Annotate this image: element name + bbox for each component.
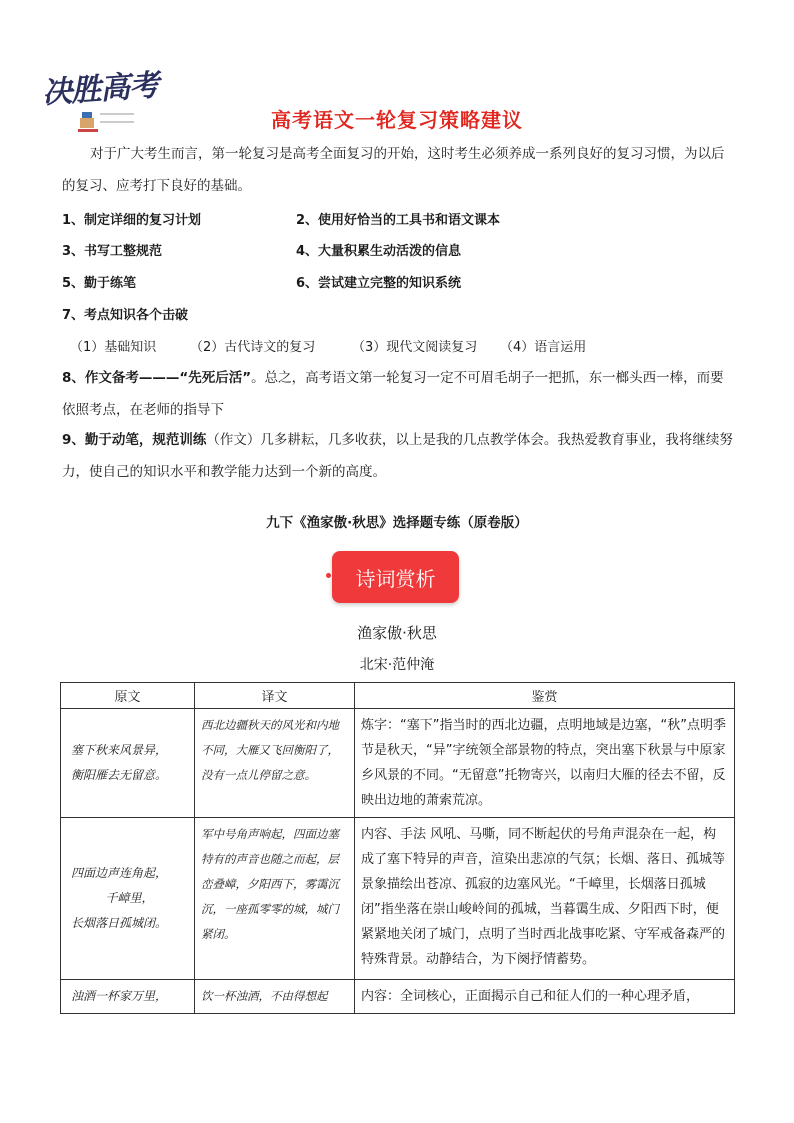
cell-translation: 军中号角声响起，四面边塞特有的声音也随之而起，层峦叠嶂，夕阳西下，雾霭沉沉，一座孤零零的城，城门紧闭。 — [195, 818, 355, 980]
tip-9-label: 9、勤于动笔，规范训练 — [62, 432, 207, 448]
tip-8-quote: “先死后活” — [179, 370, 252, 386]
tip-8 — [62, 362, 734, 426]
cell-translation: 饮一杯浊酒，不由得想起 — [195, 980, 355, 1014]
tip-4: 4、大量积累生动活泼的信息 — [296, 244, 462, 259]
tip-7: 7、考点知识各个击破 — [62, 308, 189, 323]
poem-author: 北宋·范仲淹 — [359, 657, 435, 673]
logo-text: 决胜高考 — [41, 67, 160, 111]
table-row — [61, 709, 735, 818]
table-row — [61, 980, 735, 1014]
cell-appreciation: 内容：全词核心，正面揭示自己和征人们的一种心理矛盾， — [355, 980, 735, 1014]
sub-item-1: （1）基础知识 — [70, 340, 157, 355]
cell-translation: 西北边疆秋天的风光和内地不同，大雁又飞回衡阳了，没有一点儿停留之意。 — [195, 709, 355, 818]
tip-5: 5、勤于练笔 — [62, 276, 137, 291]
cell-appreciation: 炼字：“塞下”指当时的西北边疆，点明地域是边塞，“秋”点明季节是秋天，“异”字统领全部景物的特点，突出塞下秋景与中原家乡风景的不同。“无留意”托物寄兴，以南归大雁的径去不留，反映出边地的萧索荒凉。 — [355, 709, 735, 818]
page-title: 高考语文一轮复习策略建议 — [271, 108, 523, 132]
tip-3: 3、书写工整规范 — [62, 244, 163, 259]
section-title: 九下《渔家傲·秋思》选择题专练（原卷版） — [266, 515, 528, 531]
header-appreciation: 鉴赏 — [355, 683, 735, 709]
cell-original: 四面边声连角起， 千嶂里， 长烟落日孤城闭。 — [61, 818, 195, 980]
poem-title: 渔家傲·秋思 — [357, 624, 437, 642]
tip-2: 2、使用好恰当的工具书和语文课本 — [296, 213, 501, 228]
section-badge: 诗词赏析 — [332, 551, 459, 603]
sub-item-4: （4）语言运用 — [500, 340, 587, 355]
tip-9 — [62, 424, 734, 488]
tip-1: 1、制定详细的复习计划 — [62, 213, 202, 228]
cell-original: 塞下秋来风景异， 衡阳雁去无留意。 — [61, 709, 195, 818]
table-header-row — [61, 683, 735, 709]
header-original: 原文 — [61, 683, 195, 709]
tip-8-label: 8、作文备考——— — [62, 370, 180, 386]
tip-6: 6、尝试建立完整的知识系统 — [296, 276, 462, 291]
header-translation: 译文 — [195, 683, 355, 709]
sub-item-3: （3）现代文阅读复习 — [352, 340, 478, 355]
tip-8-text: 。总之，高考语文第一轮复习一定不可眉毛胡子一把抓，东一榔头西一棒，而要依照考点，在老师的指导下 — [62, 370, 724, 418]
badge-dot-icon — [326, 573, 331, 578]
tip-9-text: （作文）几多耕耘，几多收获，以上是我的几点教学体会。我热爱教育事业，我将继续努力，使自己的知识水平和教学能力达到一个新的高度。 — [62, 432, 733, 480]
table-row — [61, 818, 735, 980]
poem-table — [60, 682, 735, 1014]
cell-original: 浊酒一杯家万里， — [61, 980, 195, 1014]
cell-appreciation: 内容、手法 风吼、马嘶，同不断起伏的号角声混杂在一起，构成了塞下特异的声音，渲染出悲凉的气氛；长烟、落日、孤城等景象描绘出苍凉、孤寂的边塞风光。“千嶂里，长烟落日孤城闭”指坐落在崇山峻岭间的孤城，当暮霭生成、夕阳西下时，便紧紧地关闭了城门，点明了当时西北战事吃紧、守军戒备森严的特殊背景。动静结合，为下阕抒情蓄势。 — [355, 818, 735, 980]
sub-item-2: （2）古代诗文的复习 — [190, 340, 316, 355]
intro-paragraph: 对于广大考生而言，第一轮复习是高考全面复习的开始，这时考生必须养成一系列良好的复习习惯，为以后的复习、应考打下良好的基础。 — [62, 146, 725, 194]
